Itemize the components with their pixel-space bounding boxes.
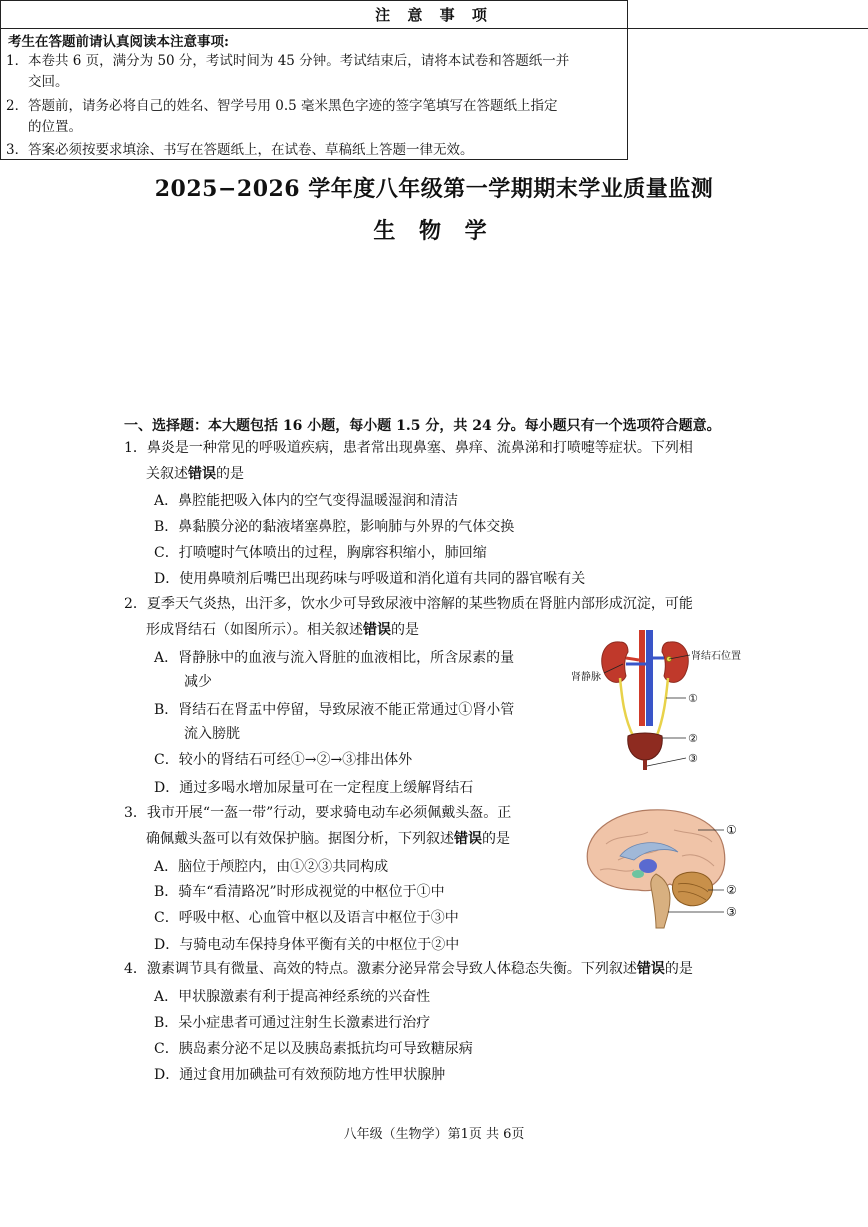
question-text: 夏季天气炎热，出汗多，饮水少可导致尿液中溶解的某些物质在肾脏内部形成沉淀，可能 [146,596,693,612]
question-3-stem [124,804,511,822]
option-c: C．较小的肾结石可经①→②→③排出体外 [154,752,413,768]
figure-label-vein: 肾静脉 [571,672,601,683]
urinary-system-figure [568,628,768,776]
emphasis-wrong: 错误 [454,831,482,847]
option-b-continuation: 流入膀胱 [184,726,240,742]
page-footer: 八年级（生物学）第1页 共 6页 [343,1127,525,1142]
figure-mark-3: ③ [726,905,737,919]
option-a: A．肾静脉中的血液与流入肾脏的血液相比，所含尿素的量 [154,650,515,666]
option-d: D．使用鼻喷剂后嘴巴出现药味与呼吸道和消化道有共同的器官喉有关 [154,571,586,587]
notice-item-continuation: 交回。 [28,74,69,90]
question-number: 3． [124,805,147,821]
notice-box [0,0,628,160]
option-d: D．与骑电动车保持身体平衡有关的中枢位于②中 [154,937,460,953]
notice-item [6,51,618,93]
aorta [639,630,645,726]
notice-item-number: 2． [6,98,29,114]
right-kidney [662,642,688,683]
option-c: C．胰岛素分泌不足以及胰岛素抵抗均可导致糖尿病 [154,1041,473,1057]
question-2-stem-cont [146,621,419,639]
notice-item [6,96,618,138]
question-text: 的是 [216,466,244,482]
notice-intro: 考生在答题前请认真阅读本注意事项: [8,34,229,50]
question-text: 形成肾结石（如图所示）。相关叙述 [146,622,363,638]
question-text: 的是 [391,622,419,638]
option-a: A．甲状腺激素有利于提高神经系统的兴奋性 [154,989,431,1005]
option-b: B．呆小症患者可通过注射生长激素进行治疗 [154,1015,431,1031]
question-2-stem [124,595,693,613]
question-number: 4． [124,961,147,977]
left-kidney [602,642,628,683]
notice-item-text: 答案必须按要求填涂、书写在答题纸上，在试卷、草稿纸上答题一律无效。 [28,142,474,158]
option-c: C．打喷嚏时气体喷出的过程，胸廓容积缩小，肺回缩 [154,545,487,561]
notice-item [6,140,618,161]
figure-mark-1: ① [688,692,698,705]
brain-figure [578,804,748,930]
question-3-stem-cont [146,830,510,848]
figure-mark-3: ③ [688,752,698,765]
figure-label-stone: 肾结石位置 [691,651,741,662]
emphasis-wrong: 错误 [636,961,665,977]
exam-title: 2025−2026 学年度八年级第一学期期末学业质量监测 [154,176,714,202]
figure-mark-2: ② [726,883,737,897]
notice-item-text: 本卷共 6 页，满分为 50 分，考试时间为 45 分钟。考试结束后，请将本试卷和答题纸一并 [28,53,570,69]
notice-item-text: 答题前，请务必将自己的姓名、智学号用 0.5 毫米黑色字迹的签字笔填写在答题纸上指定 [28,98,558,114]
option-a: A．脑位于颅腔内，由①②③共同构成 [154,859,389,875]
question-number: 1． [124,440,147,456]
right-ureter [656,678,668,738]
question-4-stem [124,960,693,978]
hypothalamus [632,870,644,878]
section-heading: 一、选择题：本大题包括 16 小题，每小题 1.5 分，共 24 分。每小题只有一个选项符合题意。 [124,418,721,434]
notice-item-continuation: 的位置。 [28,119,82,135]
left-ureter [620,678,634,738]
emphasis-wrong: 错误 [363,622,391,638]
option-b: B．骑车“看清路况”时形成视觉的中枢位于①中 [154,884,445,900]
bladder [628,733,663,760]
question-1-stem-cont [146,465,244,483]
figure-mark-1: ① [726,823,737,837]
question-text: 的是 [482,831,510,847]
option-b: B．肾结石在肾盂中停留，导致尿液不能正常通过①肾小管 [154,702,515,718]
option-a-continuation: 减少 [184,674,212,690]
notice-title: 注 意 事 项 [0,4,868,25]
urethra [643,760,647,770]
question-text: 我市开展“一盔一带”行动，要求骑电动车必须佩戴头盔。正 [146,805,512,821]
emphasis-wrong: 错误 [188,466,216,482]
subject-title: 生 物 学 [373,218,495,244]
question-text: 激素调节具有微量、高效的特点。激素分泌异常会导致人体稳态失衡。下列叙述 [146,961,637,977]
leader-line [647,758,686,766]
question-text: 鼻炎是一种常见的呼吸道疾病，患者常出现鼻塞、鼻痒、流鼻涕和打喷嚏等症状。下列相 [146,440,693,456]
option-d: D．通过多喝水增加尿量可在一定程度上缓解肾结石 [154,780,474,796]
question-text: 确佩戴头盔可以有效保护脑。据图分析，下列叙述 [146,831,454,847]
vena-cava [646,630,653,726]
figure-mark-2: ② [688,732,698,745]
notice-item-number: 1． [6,53,29,69]
question-1-stem [124,439,693,457]
option-a: A．鼻腔能把吸入体内的空气变得温暖湿润和清洁 [154,493,459,509]
question-text: 的是 [664,961,693,977]
cerebellum [672,872,712,906]
option-b: B．鼻黏膜分泌的黏液堵塞鼻腔，影响肺与外界的气体交换 [154,519,515,535]
notice-item-number: 3． [6,142,29,158]
option-c: C．呼吸中枢、心血管中枢以及语言中枢位于③中 [154,910,459,926]
renal-artery [626,658,639,660]
option-d: D．通过食用加碘盐可有效预防地方性甲状腺肿 [154,1067,446,1083]
question-text: 关叙述 [146,466,188,482]
question-number: 2． [124,596,147,612]
